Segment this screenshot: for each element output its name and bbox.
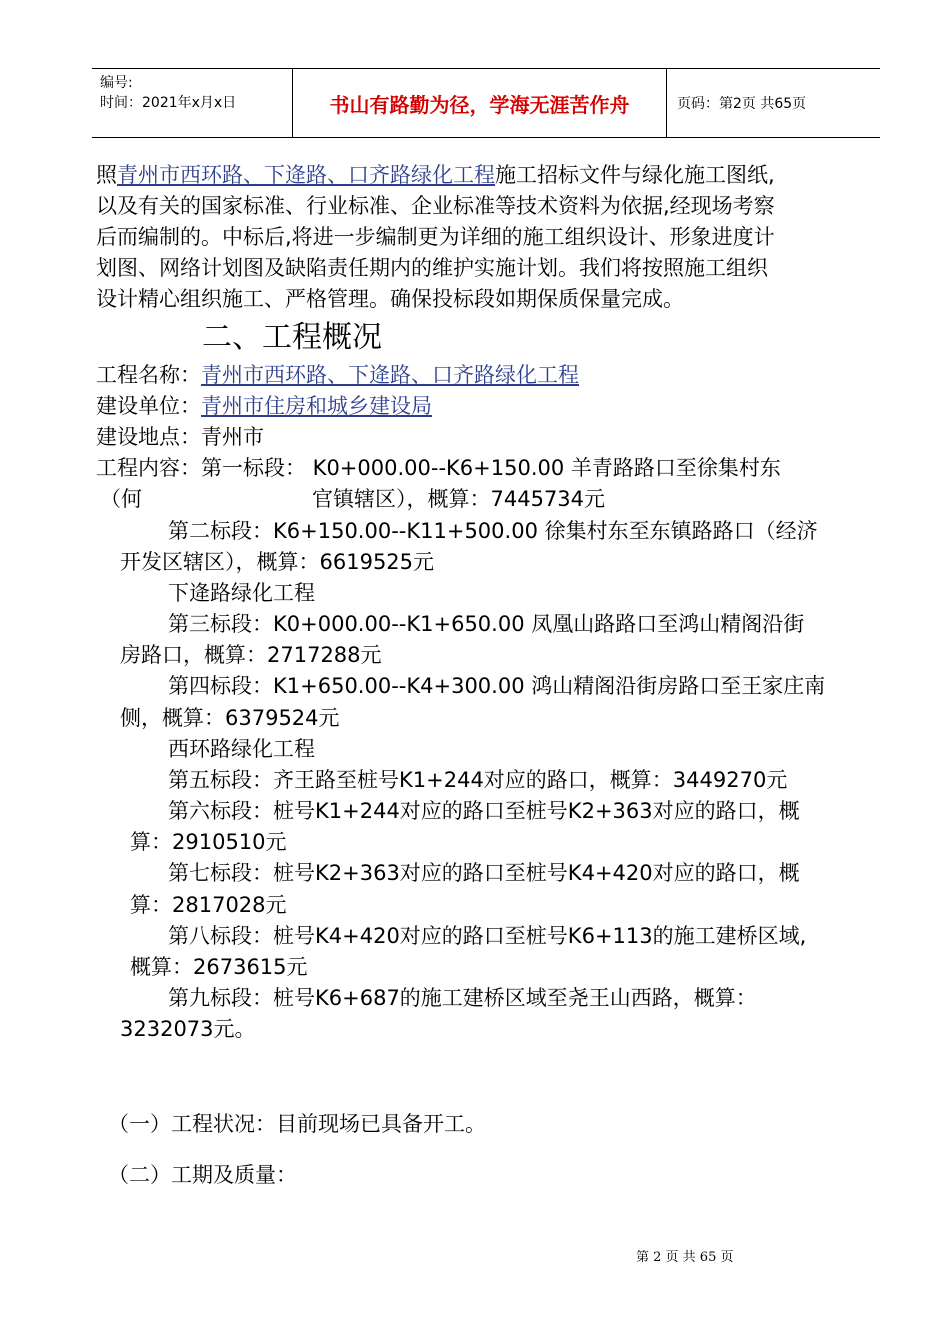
unit-label: 建设单位： bbox=[96, 394, 201, 418]
content-line-18: 第九标段：桩号K6+687的施工建桥区域至尧王山西路，概算： bbox=[168, 986, 757, 1010]
content-line-10: 西环路绿化工程 bbox=[168, 737, 315, 761]
header-page-label: 页码：第2页 共65页 bbox=[677, 96, 807, 112]
intro-line-4: 划图、网络计划图及缺陷责任期内的维护实施计划。我们将按照施工组织 bbox=[96, 256, 768, 280]
page-footer: 第 2 页 共 65 页 bbox=[636, 1250, 734, 1265]
name-value[interactable]: 青州市西环路、下逄路、口齐路绿化工程 bbox=[201, 363, 579, 387]
content-line-12: 第六标段：桩号K1+244对应的路口至桩号K2+363对应的路口，概 bbox=[168, 799, 800, 823]
content-line-7: 房路口，概算：2717288元 bbox=[120, 643, 382, 667]
schedule-quality: （二）工期及质量： bbox=[108, 1163, 297, 1187]
time-label: 时间：2021年x月x日 bbox=[100, 95, 237, 111]
site-value: 青州市 bbox=[201, 425, 264, 449]
content-line-11: 第五标段：齐王路至桩号K1+244对应的路口，概算：3449270元 bbox=[168, 768, 788, 792]
number-label: 编号: bbox=[100, 75, 133, 91]
content-line-5: 下逄路绿化工程 bbox=[168, 581, 315, 605]
site-label: 建设地点： bbox=[96, 425, 201, 449]
content-line-6: 第三标段：K0+000.00--K1+650.00 凤凰山路路口至鸿山精阁沿街 bbox=[168, 612, 805, 636]
intro-line-1 bbox=[96, 161, 775, 189]
content-line-13: 算：2910510元 bbox=[130, 830, 287, 854]
content-line-3: 第二标段：K6+150.00--K11+500.00 徐集村东至东镇路路口（经济 bbox=[168, 519, 818, 543]
intro-line-5: 设计精心组织施工、严格管理。确保投标段如期保质保量完成。 bbox=[96, 287, 684, 311]
project-link[interactable]: 青州市西环路、下逄路、口齐路绿化工程 bbox=[117, 163, 495, 187]
section-title: 二、工程概况 bbox=[202, 320, 382, 355]
info-project-name bbox=[96, 361, 579, 389]
content-line-14: 第七标段：桩号K2+363对应的路口至桩号K4+420对应的路口，概 bbox=[168, 861, 800, 885]
page-header bbox=[92, 68, 880, 138]
unit-value[interactable]: 青州市住房和城乡建设局 bbox=[201, 394, 432, 418]
intro-line-2: 以及有关的国家标准、行业标准、企业标准等技术资料为依据,经现场考察 bbox=[96, 194, 775, 218]
content-line-15: 算：2817028元 bbox=[130, 893, 287, 917]
content-line-2a: （何 bbox=[100, 487, 142, 511]
intro-line-3: 后而编制的。中标后,将进一步编制更为详细的施工组织设计、形象进度计 bbox=[96, 225, 775, 249]
content-line-19: 3232073元。 bbox=[120, 1017, 256, 1041]
content-line-16: 第八标段：桩号K4+420对应的路口至桩号K6+113的施工建桥区域, bbox=[168, 924, 807, 948]
content-line-1: 工程内容：第一标段： K0+000.00--K6+150.00 羊青路路口至徐集村东 bbox=[96, 456, 781, 480]
content-line-17: 概算：2673615元 bbox=[130, 955, 308, 979]
content-line-4: 开发区辖区），概算：6619525元 bbox=[120, 550, 435, 574]
info-build-unit bbox=[96, 392, 432, 420]
name-label: 工程名称： bbox=[96, 363, 201, 387]
intro-line-1-post: 施工招标文件与绿化施工图纸, bbox=[495, 163, 775, 187]
content-line-9: 侧，概算：6379524元 bbox=[120, 706, 340, 730]
project-status: （一）工程状况：目前现场已具备开工。 bbox=[108, 1112, 486, 1136]
header-meta bbox=[92, 69, 293, 137]
info-build-site bbox=[96, 423, 264, 451]
header-motto: 书山有路勤为径，学海无涯苦作舟 bbox=[293, 69, 667, 137]
intro-line-1-pre: 照 bbox=[96, 163, 117, 187]
content-line-8: 第四标段：K1+650.00--K4+300.00 鸿山精阁沿街房路口至王家庄南 bbox=[168, 674, 826, 698]
content-line-2b: 官镇辖区），概算：7445734元 bbox=[312, 487, 606, 511]
